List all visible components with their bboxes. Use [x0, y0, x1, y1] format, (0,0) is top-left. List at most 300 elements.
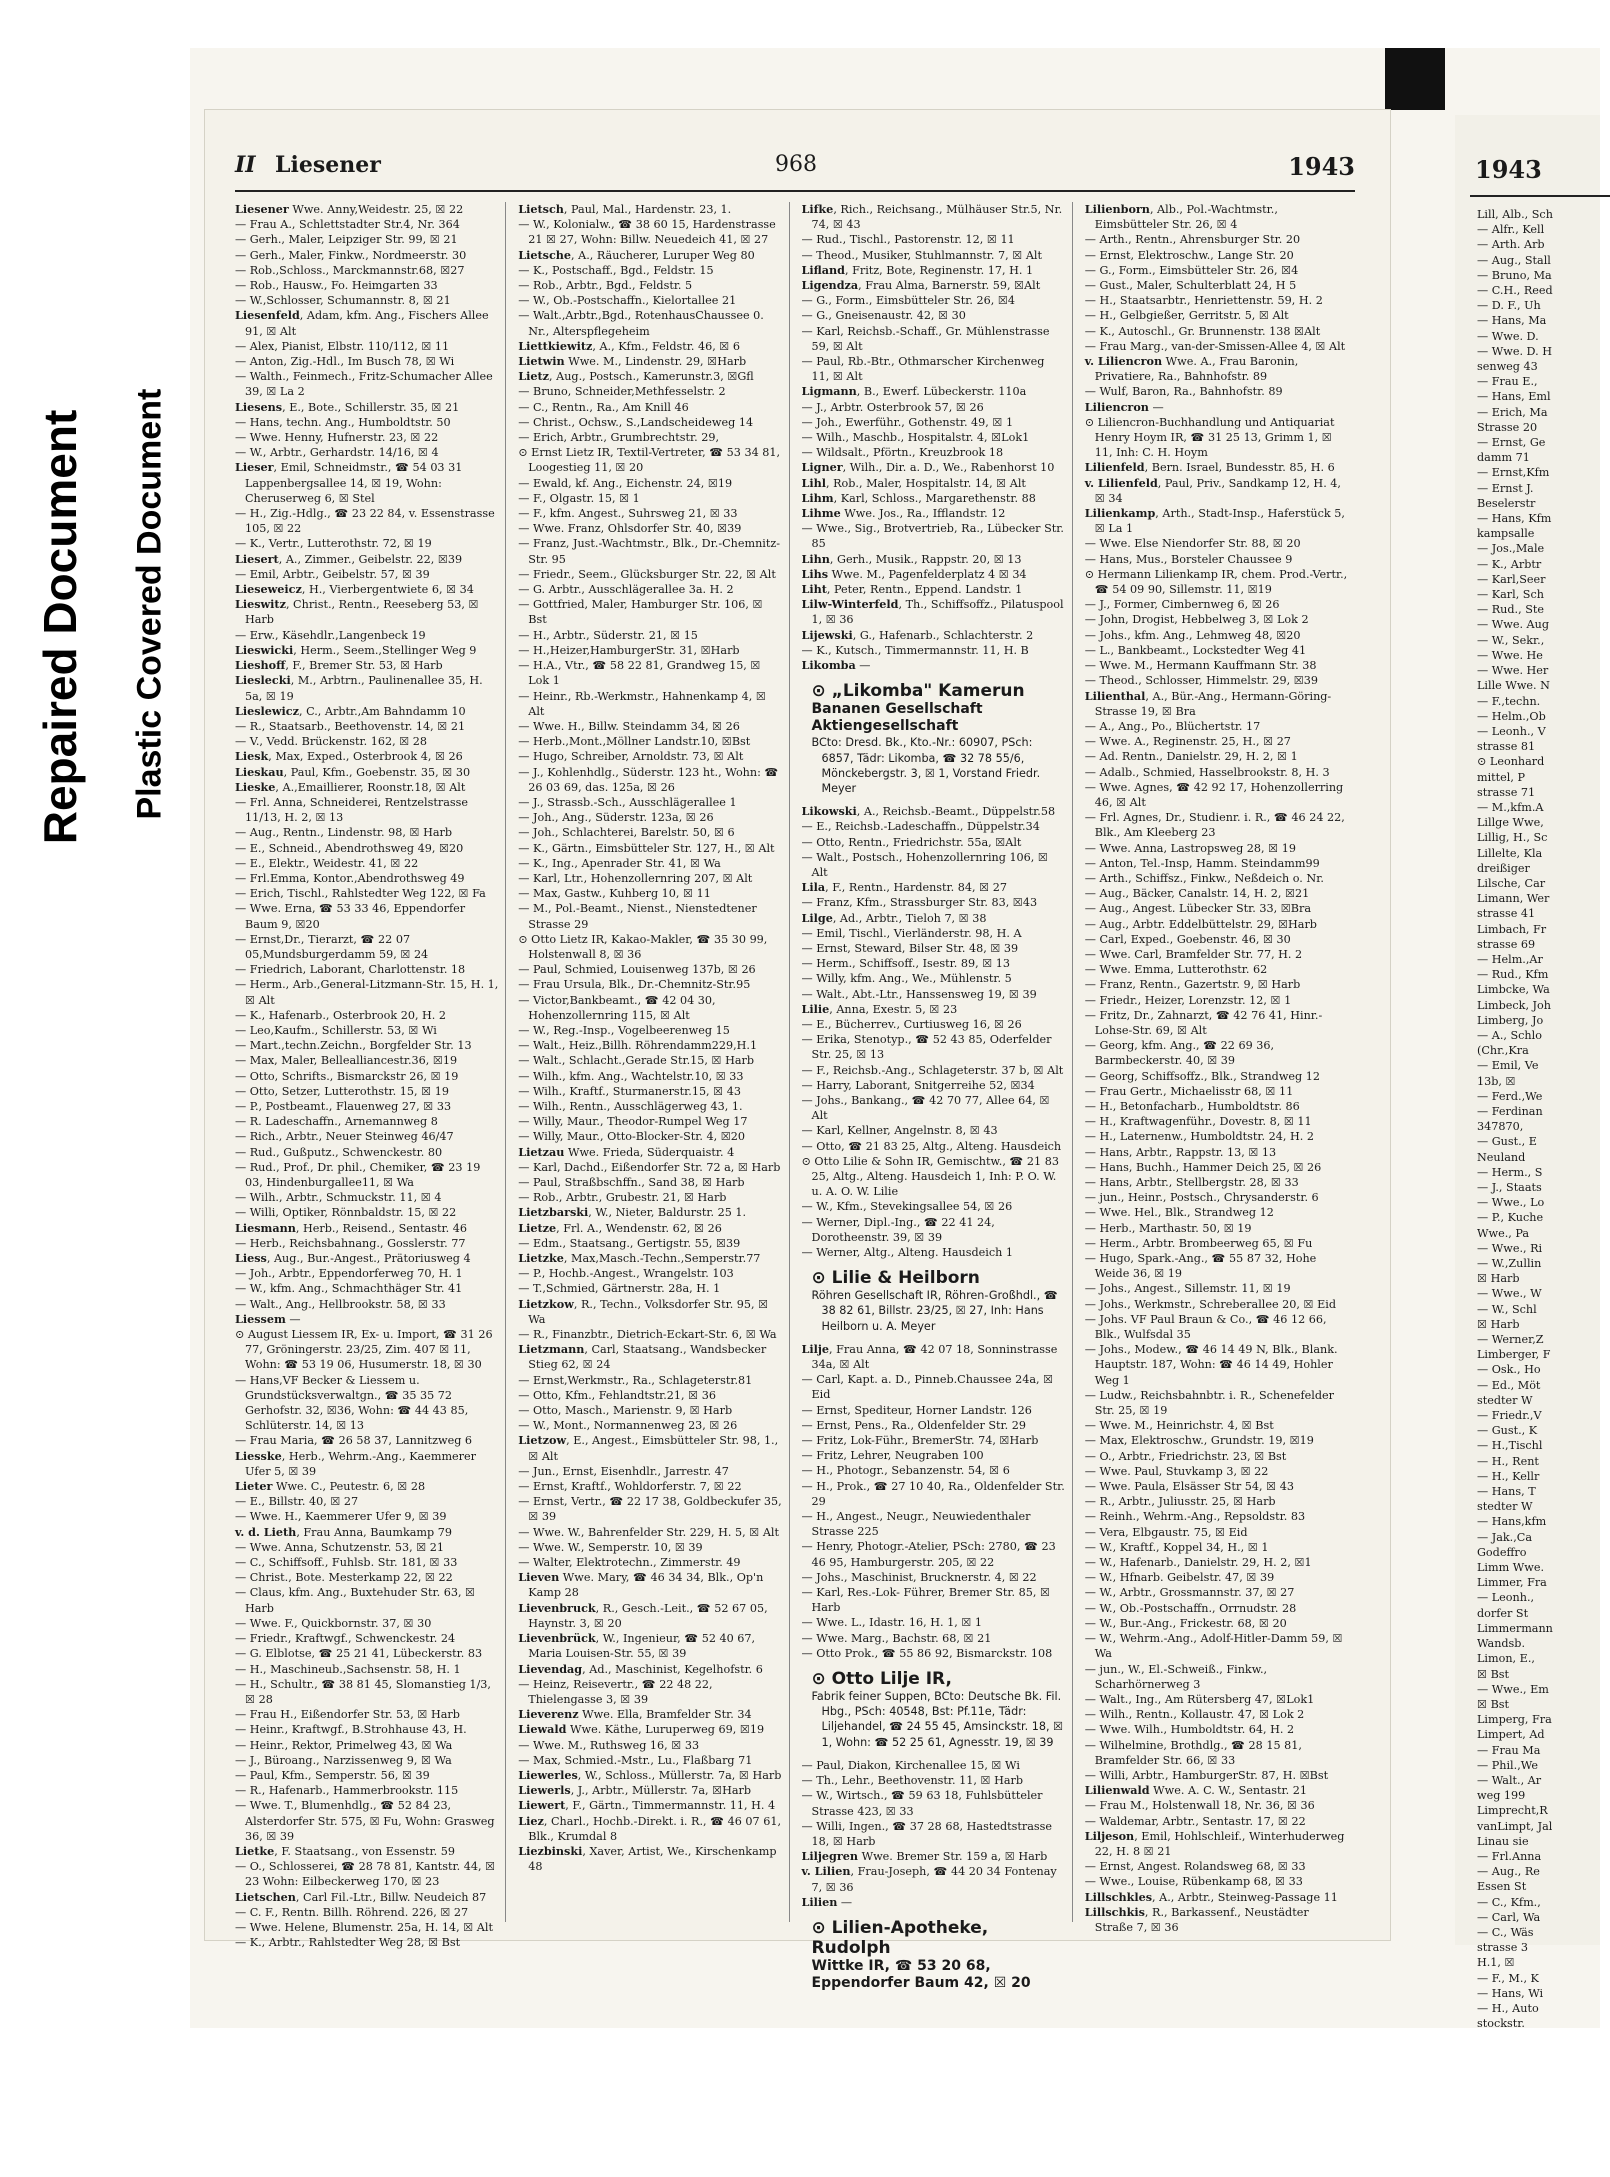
directory-entry: [1085, 415, 1349, 461]
entry-surname: Lietzbarski: [518, 1205, 589, 1220]
entry-text: — W., Ob.-Postschaffn., Kielortallee 21: [518, 294, 737, 308]
entry-text: — Wwe. W., Bahrenfelder Str. 229, H. 5, ☒ Alt: [518, 1525, 780, 1539]
entry-text: — Frau Maria, ☎ 26 58 37, Lannitzweg 6: [235, 1434, 473, 1448]
directory-entry: [235, 1525, 499, 1540]
entry-text: , Wilh., Dir. a. D., We., Rabenhorst 10: [842, 461, 1055, 475]
directory-entry: [518, 278, 782, 293]
directory-entry: [1085, 339, 1349, 354]
directory-entry: [235, 1099, 499, 1114]
adjacent-entry-line: — Frau Ma: [1477, 1743, 1541, 1757]
entry-text: Wwe. A. C. W., Sentastr. 21: [1149, 1784, 1307, 1798]
entry-text: — Theod., Schlosser, Himmelstr. 29, ☒39: [1084, 674, 1318, 688]
directory-entry: [1085, 1114, 1349, 1129]
entry-text: — Georg, kfm. Ang., ☎ 22 69 36, Barmbeckerstr. 40, ☒ 39: [1084, 1039, 1275, 1068]
entry-text: — W., Wehrm.-Ang., Adolf-Hitler-Damm 59, ☒ Wa: [1084, 1632, 1343, 1661]
entry-text: , A., Arbtr., Steinweg-Passage 11: [1152, 1890, 1338, 1904]
entry-surname: Liljeson: [1084, 1828, 1135, 1843]
directory-entry: [1085, 719, 1349, 734]
adjacent-entry-line: — Herm., S: [1477, 1165, 1543, 1179]
entry-text: — Wwe. Emma, Lutterothstr. 62: [1084, 963, 1268, 977]
entry-text: , Frau Anna, ☎ 42 07 18, Sonninstrasse 34a, ☒ Alt: [811, 1342, 1058, 1372]
entry-text: , A., Reichsb.-Beamt., Düppelstr.58: [856, 805, 1056, 819]
directory-entry: [235, 977, 499, 1007]
entry-surname: Lilienwald: [1084, 1783, 1150, 1798]
directory-entry: [518, 1069, 782, 1084]
directory-entry: [518, 1205, 782, 1220]
directory-entry: [235, 567, 499, 582]
entry-surname: Lietsche: [518, 247, 572, 262]
adjacent-entry-line: ☒ Bst: [1477, 1697, 1510, 1711]
entry-text: , Ad., Arbtr., Tieloh 7, ☒ 38: [832, 911, 987, 925]
entry-text: — Friedr., Heizer, Lorenzstr. 12, ☒ 1: [1084, 993, 1292, 1007]
directory-entry: [1085, 1038, 1349, 1068]
page-year: 1943: [1288, 152, 1355, 181]
directory-entry: [1085, 1418, 1349, 1433]
directory-entry: [802, 293, 1066, 308]
directory-entry: [235, 704, 499, 719]
directory-entry: [1085, 871, 1349, 886]
entry-surname: Ligner: [801, 460, 843, 475]
entry-column: [1084, 202, 1355, 1934]
entry-text: — Frau Gertr., Michaelisstr 68, ☒ 11: [1084, 1084, 1294, 1098]
entry-text: , A., Kfm., Feldstr. 46, ☒ 6: [592, 339, 741, 353]
adjacent-entry-line: Limon, E.,: [1477, 1652, 1535, 1666]
directory-entry: [1085, 1449, 1349, 1464]
entry-text: — Leo,Kaufm., Schillerstr. 53, ☒ Wi: [235, 1023, 437, 1037]
adjacent-entry-line: Limperg, Fra: [1477, 1713, 1552, 1727]
directory-entry: [518, 993, 782, 1023]
entry-text: Wwe. C., Peutestr. 6, ☒ 28: [272, 1480, 426, 1494]
entry-text: Wwe. M., Lindenstr. 29, ☒Harb: [564, 355, 747, 369]
directory-entry: [518, 1540, 782, 1555]
directory-entry: [802, 430, 1066, 445]
adjacent-entry-line: senweg 43: [1477, 360, 1538, 374]
entry-text: — Harry, Laborant, Snitgerreihe 52, ☒34: [801, 1078, 1035, 1092]
entry-text: — F., Olgastr. 15, ☒ 1: [518, 491, 640, 505]
directory-entry: [518, 1099, 782, 1114]
entry-text: — Herb., Marthastr. 50, ☒ 19: [1084, 1221, 1252, 1235]
directory-entry: [1085, 628, 1349, 643]
entry-text: — W., Ob.-Postschaffn., Orrnudstr. 28: [1084, 1601, 1297, 1615]
entry-surname: Lietke: [235, 1843, 275, 1858]
entry-surname: Lieshoff: [235, 658, 286, 673]
entry-text: — J., Kohlenhdlg., Süderstr. 123 ht., Wohn: ☎ 26 03 69, das. 125a, ☒ 26: [518, 765, 779, 794]
adjacent-entry-line: Lillig, H., Sc: [1477, 831, 1548, 845]
adjacent-entry-line: — C., Wäs: [1477, 1925, 1534, 1939]
directory-entry: [518, 1525, 782, 1540]
entry-text: , Paul, Mal., Hardenstr. 23, 1.: [563, 203, 732, 216]
entry-text: — E., Bücherrev., Curtiusweg 16, ☒ 26: [801, 1017, 1022, 1031]
entry-text: — Frau M., Holstenwall 18, Nr. 36, ☒ 36: [1084, 1799, 1315, 1813]
entry-text: — Wwe. Helene, Blumenstr. 25a, H. 14, ☒ Alt: [235, 1920, 493, 1934]
entry-column: [235, 202, 506, 1950]
entry-text: — Willy, kfm. Ang., We., Mühlenstr. 5: [801, 972, 1012, 986]
entry-text: , F., Rentn., Hardenstr. 84, ☒ 27: [825, 881, 1007, 895]
directory-entry: [235, 1266, 499, 1281]
adjacent-entry-line: — Ernst J.: [1477, 481, 1534, 495]
entry-text: — Wilh., Maschb., Hospitalstr. 4, ☒Lok1: [801, 431, 1030, 445]
entry-text: — Alex, Pianist, Elbstr. 110/112, ☒ 11: [235, 339, 450, 353]
adjacent-entry-line: Limann, Wer: [1477, 892, 1550, 906]
entry-text: — R. Ladeschaffn., Arnemannweg 8: [235, 1115, 438, 1129]
adjacent-entry-line: — Hans, Kfm: [1477, 512, 1552, 526]
entry-text: — Wwe. Paul, Stuvkamp 3, ☒ 22: [1084, 1464, 1269, 1478]
directory-entry: [1085, 1631, 1349, 1661]
directory-entry: [518, 1722, 782, 1737]
adjacent-entry-line: strasse 3: [1477, 1941, 1529, 1955]
entry-text: — Wwe. Erna, ☎ 53 33 46, Eppendorfer Baum 9, ☒20: [235, 902, 466, 931]
entry-text: — jun., Heinr., Postsch., Chrysanderstr. 6: [1084, 1191, 1319, 1205]
entry-text: — Willi, Ingen., ☎ 37 28 68, Hastedtstrasse 18, ☒ Harb: [801, 1819, 1052, 1848]
entry-text: —: [837, 1895, 853, 1909]
plastic-covered-label: Plastic Covered Document: [130, 388, 169, 820]
adjacent-entry-line: ⊙ Leonhard: [1477, 755, 1545, 769]
entry-surname: Lietzke: [518, 1251, 564, 1266]
adjacent-entry-line: — Wwe., Lo: [1477, 1196, 1545, 1210]
entry-text: — W., kfm. Ang., Schmachthäger Str. 41: [235, 1282, 463, 1296]
entry-text: — Emil, Tischl., Vierländerstr. 98, H. A: [801, 926, 1022, 940]
directory-entry: [802, 1215, 1066, 1245]
directory-entry: [235, 339, 499, 354]
entry-text: — Johs. VF Paul Braun & Co., ☎ 46 12 66, Blk., Wulfsdal 35: [1084, 1312, 1327, 1342]
entry-text: — Fritz, Lehrer, Neugraben 100: [801, 1449, 984, 1463]
entry-column: [801, 202, 1073, 1991]
directory-entry: [1085, 1814, 1349, 1829]
directory-entry: [235, 1297, 499, 1312]
entry-surname: Lifland: [801, 262, 845, 277]
entry-text: — H., Schultr., ☎ 38 81 45, Slomanstieg 1/3, ☒ 28: [235, 1677, 491, 1706]
directory-entry: [1085, 567, 1349, 597]
entry-text: — Johs., Bankang., ☎ 42 70 77, Allee 64, ☒ Alt: [801, 1093, 1050, 1123]
entry-text: — A., Ang., Po., Blüchertstr. 17: [1084, 719, 1261, 733]
directory-entry: [235, 1312, 499, 1327]
entry-text: , Ad., Maschinist, Kegelhofstr. 6: [582, 1662, 763, 1676]
entry-text: — Ernst, Steward, Bilser Str. 48, ☒ 39: [801, 941, 1019, 955]
entry-text: — O., Arbtr., Friedrichstr. 23, ☒ Bst: [1084, 1449, 1287, 1463]
directory-entry: [802, 1403, 1066, 1418]
entry-text: , Aug., Bur.-Angest., Prätoriusweg 4: [266, 1252, 471, 1266]
directory-entry: [518, 841, 782, 856]
entry-text: — K., Kutsch., Timmermannstr. 11, H. B: [801, 643, 1029, 657]
adjacent-entry-line: — Werner,Z: [1477, 1333, 1544, 1347]
directory-entry: [802, 400, 1066, 415]
directory-entry: [235, 643, 499, 658]
entry-text: — Edm., Staatsang., Gertigstr. 55, ☒39: [518, 1236, 741, 1250]
entry-text: — Hans, Mus., Borsteler Chaussee 9: [1084, 552, 1293, 566]
directory-entry: [1085, 202, 1349, 232]
directory-entry: [518, 1297, 782, 1327]
entry-text: — W., Hfnarb. Geibelstr. 47, ☒ 39: [1084, 1571, 1275, 1585]
directory-entry: [1085, 384, 1349, 399]
entry-text: — Wwe. Hel., Blk., Strandweg 12: [1084, 1206, 1274, 1220]
adjacent-entry-line: — Bruno, Ma: [1477, 268, 1552, 282]
adjacent-entry-column: [1477, 207, 1607, 2031]
adjacent-entry-line: — H., Kellr: [1477, 1469, 1540, 1483]
entry-surname: Lieven: [518, 1570, 560, 1585]
entry-text: — H., Staatsarbtr., Henriettenstr. 59, H. 2: [1084, 294, 1323, 308]
directory-entry: [518, 521, 782, 536]
directory-entry: [518, 628, 782, 643]
adjacent-entry-line: Wwe., Pa: [1477, 1226, 1530, 1240]
directory-entry: [518, 1388, 782, 1403]
directory-entry: [235, 1738, 499, 1753]
directory-entry: [235, 1920, 499, 1935]
entry-surname: Lieske: [235, 779, 276, 794]
entry-surname: Lieskau: [235, 764, 284, 779]
adjacent-entry-line: — Phil.,We: [1477, 1758, 1538, 1772]
ad-title: ⊙ Otto Lilje IR,: [811, 1669, 952, 1690]
entry-text: — F., Reichsb.-Ang., Schlageterstr. 37 b, ☒ Alt: [801, 1063, 1064, 1077]
entry-surname: Liesens: [235, 399, 283, 414]
adjacent-entry-line: — Wwe. He: [1477, 648, 1543, 662]
entry-text: — Rich., Arbtr., Neuer Steinweg 46/47: [235, 1130, 454, 1144]
directory-entry: [235, 1160, 499, 1190]
entry-text: , G., Hafenarb., Schlachterstr. 2: [852, 628, 1034, 642]
adjacent-entry-line: — Ernst, Ge: [1477, 436, 1546, 450]
entry-text: — Hans, techn. Ang., Humboldtstr. 50: [235, 415, 451, 429]
directory-entry: [802, 597, 1066, 627]
directory-entry: [1085, 1205, 1349, 1220]
adjacent-entry-line: mittel, P: [1477, 770, 1526, 784]
entry-text: , F. Staatsang., von Essenstr. 59: [274, 1844, 455, 1858]
directory-entry: [235, 1281, 499, 1296]
directory-entry: [235, 445, 499, 460]
entry-surname: Lilie: [801, 1001, 830, 1016]
entry-text: — Hans, Buchh., Hammer Deich 25, ☒ 26: [1084, 1160, 1322, 1174]
directory-entry: [235, 1145, 499, 1160]
entry-text: , Emil, Schneidmstr., ☎ 54 03 31 Lappenbergsallee 14, ☒ 19, Wohn: Cheruserweg 6, ☒ Stel: [245, 461, 463, 505]
directory-entry: [1085, 1099, 1349, 1114]
directory-entry: [235, 232, 499, 247]
entry-text: — Hugo, Spark.-Ang., ☎ 55 87 32, Hohe Weide 36, ☒ 19: [1084, 1252, 1317, 1281]
entry-text: , E., Angest., Eimsbütteler Str. 98, 1., ☒ Alt: [528, 1434, 779, 1463]
entry-text: — W., Hafenarb., Danielstr. 29, H. 2, ☒1: [1084, 1556, 1312, 1570]
directory-entry: [518, 719, 782, 734]
entry-text: — R., Arbtr., Juliusstr. 25, ☒ Harb: [1084, 1495, 1276, 1509]
entry-text: — Franz, Kfm., Strassburger Str. 83, ☒43: [801, 896, 1038, 910]
directory-entry: [235, 1585, 499, 1615]
directory-entry: [518, 1145, 782, 1160]
directory-entry: [802, 1017, 1066, 1032]
directory-entry: [235, 1768, 499, 1783]
directory-entry: [802, 278, 1066, 293]
directory-entry: [518, 384, 782, 399]
directory-entry: [802, 354, 1066, 384]
directory-entry: [518, 1038, 782, 1053]
entry-text: — T.,Schmied, Gärtnerstr. 28a, H. 1: [518, 1282, 721, 1296]
entry-text: — Rob., Arbtr., Bgd., Feldstr. 5: [518, 279, 693, 293]
entry-text: — C. F., Rentn. Billh. Röhrend. 226, ☒ 27: [235, 1905, 469, 1919]
directory-entry: [802, 941, 1066, 956]
entry-text: — Mart.,techn.Zeichn., Borgfelder Str. 13: [235, 1039, 472, 1053]
adjacent-entry-line: — Hans,kfm: [1477, 1515, 1547, 1529]
entry-text: — Frau Marg., van-der-Smissen-Allee 4, ☒ Alt: [1084, 339, 1346, 353]
entry-text: — Max, Gastw., Kuhberg 10, ☒ 11: [518, 887, 711, 901]
entry-text: — Ewald, kf. Ang., Eichenstr. 24, ☒19: [518, 476, 733, 490]
directory-entry: [235, 1555, 499, 1570]
entry-text: — Walt., Ing., Am Rütersberg 47, ☒Lok1: [1084, 1692, 1315, 1706]
entry-text: — C., Rentn., Ra., Am Knill 46: [518, 400, 689, 414]
entry-surname: Lihn: [801, 551, 830, 566]
entry-text: — Wwe. Anna, Lastropsweg 28, ☒ 19: [1084, 841, 1296, 855]
directory-entry: [1085, 1616, 1349, 1631]
entry-surname: Lilienkamp: [1084, 506, 1156, 521]
directory-entry: [518, 1844, 782, 1874]
entry-text: — Wwe. Franz, Ohlsdorfer Str. 40, ☒39: [518, 522, 742, 536]
adjacent-entry-line: — Arth. Arb: [1477, 238, 1545, 252]
directory-entry: [235, 1190, 499, 1205]
entry-text: — Max, Maler, Bellealliancestr.36, ☒19: [235, 1054, 458, 1068]
adjacent-entry-line: Limmermann: [1477, 1621, 1553, 1635]
directory-entry: [1085, 886, 1349, 901]
directory-entry: [802, 1418, 1066, 1433]
directory-entry: [235, 506, 499, 536]
entry-text: , Frl. A., Wendenstr. 62, ☒ 26: [556, 1221, 722, 1235]
directory-entry: [802, 850, 1066, 880]
directory-entry: [1085, 1342, 1349, 1388]
entry-text: — W., Mont., Normannenweg 23, ☒ 26: [518, 1419, 738, 1433]
directory-entry: [802, 1063, 1066, 1078]
entry-text: — P., Hochb.-Angest., Wrangelstr. 103: [518, 1267, 734, 1281]
adjacent-entry-line: — Leonh., V: [1477, 724, 1546, 738]
directory-entry: [1085, 1251, 1349, 1281]
entry-text: — Theod., Musiker, Stuhlmannstr. 7, ☒ Alt: [801, 248, 1042, 262]
directory-entry: [518, 1403, 782, 1418]
entry-text: — Friedrich, Laborant, Charlottenstr. 18: [235, 963, 466, 977]
entry-surname: Liess: [235, 1251, 267, 1266]
adjacent-entry-line: — Rud., Ste: [1477, 603, 1544, 617]
entry-text: ⊙ Hermann Lilienkamp IR, chem. Prod.-Vertr., ☎ 54 09 90, Sillemstr. 11, ☒19: [1084, 567, 1348, 597]
entry-surname: Liliencron: [1084, 399, 1149, 414]
entry-surname: Lieser: [235, 460, 274, 475]
entry-text: — Wwe. Paula, Elsässer Str 54, ☒ 43: [1084, 1480, 1294, 1494]
directory-entry: [802, 1509, 1066, 1539]
directory-entry: [1085, 1464, 1349, 1479]
entry-text: — Karl, Res.-Lok- Führer, Bremer Str. 85, ☒ Harb: [801, 1586, 1050, 1615]
directory-entry: [802, 987, 1066, 1002]
adjacent-entry-line: dorfer St: [1477, 1606, 1529, 1620]
directory-entry: [518, 248, 782, 263]
entry-text: — H.A., Vtr., ☎ 58 22 81, Grandweg 15, ☒ Lok 1: [518, 659, 761, 688]
directory-entry: [802, 971, 1066, 986]
directory-entry: [802, 1479, 1066, 1509]
entry-text: — Walter, Elektrotechn., Zimmerstr. 49: [518, 1556, 741, 1570]
entry-text: , Herb., Reisend., Sentastr. 46: [295, 1221, 467, 1235]
entry-surname: Lietzow: [518, 1433, 567, 1448]
directory-entry: [235, 1616, 499, 1631]
entry-text: — Otto, Schrifts., Bismarckstr 26, ☒ 19: [235, 1069, 459, 1083]
adjacent-entry-line: kampsalle: [1477, 527, 1535, 541]
directory-entry: [1085, 1798, 1349, 1813]
directory-entry: [1085, 354, 1349, 384]
entry-surname: Ligendza: [801, 278, 859, 293]
entry-text: — Wwe. Else Niendorfer Str. 88, ☒ 20: [1084, 537, 1301, 551]
entry-text: — E., Reichsb.-Ladeschaffn., Düppelstr.34: [801, 820, 1040, 834]
entry-text: — L., Bankbeamt., Lockstedter Weg 41: [1084, 643, 1307, 657]
entry-text: — H., Maschineub.,Sachsenstr. 58, H. 1: [235, 1662, 461, 1676]
directory-entry: [1085, 552, 1349, 567]
entry-surname: Liesmann: [235, 1220, 296, 1235]
directory-entry: [518, 1084, 782, 1099]
directory-entry: [518, 1783, 782, 1798]
directory-entry: [802, 1433, 1066, 1448]
directory-entry: [518, 339, 782, 354]
section-number: II: [235, 152, 256, 178]
entry-text: —: [855, 659, 871, 673]
entry-text: — Karl, Reichsb.-Schaff., Gr. Mühlenstrasse 59, ☒ Alt: [801, 324, 1050, 353]
entry-text: — Ernst, Elektroschw., Lange Str. 20: [1084, 248, 1294, 262]
entry-text: Wwe. Jos., Ra., Ifflandstr. 12: [840, 507, 1006, 521]
directory-entry: [518, 415, 782, 430]
ad-body: Fabrik feiner Suppen, BCto: Deutsche Bk. Fil. Hbg., PSch: 40548, Bst: Pf.11e, Tädr: Liljehandel, ☎ 24 55 45, Amsinckstr. 18, ☒ 1, Wohn: ☎ 52 25 61, Agnesstr. 19, ☒ 39: [811, 1690, 1064, 1749]
entry-text: — Walt., Postsch., Hohenzollernring 106, ☒ Alt: [801, 850, 1048, 879]
adjacent-entry-line: Essen St: [1477, 1880, 1527, 1894]
directory-entry: [1085, 1145, 1349, 1160]
entry-text: — Wwe. F., Quickbornstr. 37, ☒ 30: [235, 1616, 432, 1630]
directory-entry: [235, 552, 499, 567]
directory-entry: [518, 567, 782, 582]
entry-text: — Rud., Prof., Dr. phil., Chemiker, ☎ 23 19 03, Hindenburgallee11, ☒ Wa: [235, 1160, 481, 1189]
adjacent-entry-line: stockstr.: [1477, 2017, 1525, 2031]
entry-text: — Anton, Tel.-Insp, Hamm. Steindamm99: [1084, 856, 1320, 870]
directory-entry: [802, 1788, 1066, 1818]
entry-text: — Joh., Schlachterei, Barelstr. 50, ☒ 6: [518, 826, 735, 840]
entry-text: — H., Gelbgießer, Gerritstr. 5, ☒ Alt: [1084, 309, 1289, 323]
entry-text: — Max, Schmied.-Mstr., Lu., Flaßbarg 71: [518, 1753, 753, 1767]
directory-entry: [802, 628, 1066, 643]
directory-entry: [235, 719, 499, 734]
entry-text: , W., Nieter, Baldurstr. 25 1.: [588, 1206, 747, 1220]
adjacent-entry-line: Godeffro: [1477, 1545, 1527, 1559]
entry-text: , Gerh., Musik., Rappstr. 20, ☒ 13: [829, 552, 1022, 566]
directory-entry: [518, 263, 782, 278]
directory-entry: [235, 460, 499, 506]
entry-text: — Johs., Werkmstr., Schreberallee 20, ☒ Eid: [1084, 1297, 1336, 1311]
entry-text: — Hugo, Schreiber, Arnoldstr. 73, ☒ Alt: [518, 750, 744, 764]
directory-entry: [518, 1662, 782, 1677]
directory-entry: [802, 804, 1066, 819]
adjacent-entry-line: — Ed., Möt: [1477, 1378, 1541, 1392]
adjacent-entry-line: — C., Kfm.,: [1477, 1895, 1541, 1909]
entry-text: — W., Kraftf., Koppel 34, H., ☒ 1: [1084, 1540, 1269, 1554]
adjacent-entry-line: — Hans, Eml: [1477, 390, 1551, 404]
adjacent-entry-line: — Rud., Kfm: [1477, 968, 1549, 982]
entry-text: — Wwe. T., Blumenhdlg., ☎ 52 84 23, Alsterdorfer Str. 575, ☒ Fu, Wohn: Grasweg 36, ☒ 39: [235, 1799, 495, 1843]
entry-text: ⊙ Ernst Lietz IR, Textil-Vertreter, ☎ 53 34 81, Loogestieg 11, ☒ 20: [518, 446, 781, 475]
adjacent-entry-line: Limmer, Fra: [1477, 1576, 1547, 1590]
directory-entry: [1085, 460, 1349, 475]
entry-text: , Frau-Joseph, ☎ 44 20 34 Fontenay 7, ☒ 36: [811, 1865, 1057, 1894]
entry-text: — Johs., kfm. Ang., Lehmweg 48, ☒20: [1084, 628, 1301, 642]
entry-surname: Liesk: [235, 749, 269, 764]
entry-text: — R., Hafenarb., Hammerbrookstr. 115: [235, 1784, 459, 1798]
directory-entry: [1085, 901, 1349, 916]
directory-entry: [1085, 1768, 1349, 1783]
directory-entry: [1085, 1312, 1349, 1342]
entry-text: — Franz, Rentn., Gazertstr. 9, ☒ Harb: [1084, 978, 1301, 992]
directory-entry: [235, 400, 499, 415]
entry-text: — Karl, Dachd., Eißendorfer Str. 72 a, ☒ Harb: [518, 1160, 781, 1174]
directory-entry: [802, 819, 1066, 834]
entry-text: Wwe. M., Pagenfelderplatz 4 ☒ 34: [828, 567, 1027, 581]
directory-entry: [1085, 932, 1349, 947]
entry-text: — Friedr., Seem., Glücksburger Str. 22, ☒ Alt: [518, 567, 776, 581]
entry-text: , Rich., Reichsang., Mülhäuser Str.5, Nr. 74, ☒ 43: [811, 203, 1063, 232]
entry-text: , Fritz, Bote, Reginenstr. 17, H. 1: [844, 263, 1034, 277]
directory-entry: [518, 810, 782, 825]
directory-entry: [235, 1008, 499, 1023]
directory-entry: [1085, 1570, 1349, 1585]
